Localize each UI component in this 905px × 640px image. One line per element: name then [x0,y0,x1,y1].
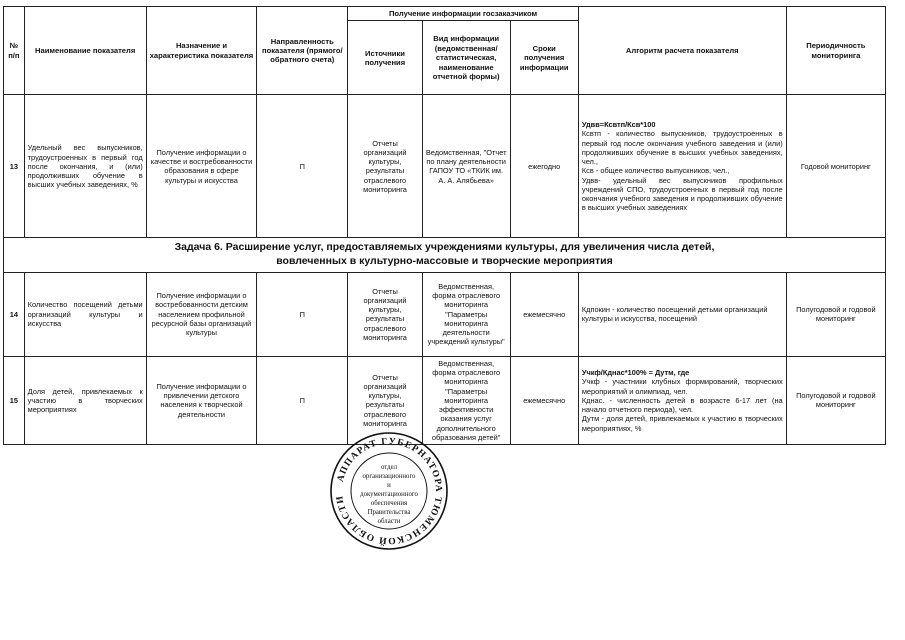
row-terms: ежемесячно [510,272,578,356]
task-row [4,238,886,272]
algorithm-formula: Удвв=Ксвтп/Ксв*100 [581,120,656,130]
row-terms: ежемесячно [510,356,578,444]
col-name: Наименование показателя [24,7,146,95]
stamp-center [360,464,418,525]
algorithm-text: Ксвтп - количество выпускников, трудоустроенных в первый год после окончания учебного заведения и (или) продолживших обучение в высших учебных заведениях, чел., Ксв - общее количество выпускников, чел., Удвв- удельный вес выпускников профильных учреждений СПО, трудоустроенных в первый год после окончания учебного заведения и продолживших обучение в высших учебных заведениях [581,129,783,213]
row-purpose: Получение информации о привлечении детского населения к творческой деятельности [146,356,257,444]
row-sources: Отчеты организаций культуры, результаты отраслевого мониторинга [348,356,422,444]
official-stamp [328,430,450,552]
task-line-1: Задача 6. Расширение услуг, предоставляемых учреждениями культуры, для увеличения числа детей, [174,241,715,254]
col-sources: Источники получения [348,21,422,95]
row-algorithm [578,95,786,238]
table-row [4,272,886,356]
stamp-line: и [387,482,391,489]
row-period: Полугодовой и годовой мониторинг [786,356,885,444]
row-sources: Отчеты организаций культуры, результаты отраслевого мониторинга [348,272,422,356]
algorithm-formula: Учкф/Кднас*100% = Дутм, где [581,368,690,378]
row-name: Доля детей, привлекаемых к участию в творческих мероприятиях [24,356,146,444]
col-direction: Направленность показателя (прямого/ обратного счета) [257,7,348,95]
col-group: Получение информации госзаказчиком [348,7,579,21]
task-heading [4,238,886,272]
row-num: 15 [4,356,25,444]
row-name: Количество посещений детьми организаций культуры и искусства [24,272,146,356]
task-line-2: вовлеченных в культурно-массовые и творческие мероприятия [276,255,613,268]
col-period: Периодичность мониторинга [786,7,885,95]
row-period: Годовой мониторинг [786,95,885,238]
stamp-line: Правительства [367,509,411,516]
row-terms: ежегодно [510,95,578,238]
row-info-type: Ведомственная, форма отраслевого мониторинга "Параметры мониторинга эффективности оказания услуг дополнительного образования детей" [422,356,510,444]
col-info-type: Вид информации (ведомственная/ статистическая, наименование отчетной формы) [422,21,510,95]
col-terms: Сроки получения информации [510,21,578,95]
stamp-line: отдел [380,464,398,471]
col-algorithm: Алгоритм расчета показателя [578,7,786,95]
row-direction: П [257,272,348,356]
stamp-line: области [377,518,401,525]
stamp-ring-text: АППАРАТ ГУБЕРНАТОРА ТЮМЕНСКОЙ ОБЛАСТИ [335,436,444,546]
row-info-type: Ведомственная, форма отраслевого мониторинга "Параметры мониторинга деятельности учреждений культуры" [422,272,510,356]
stamp-line: организационного [362,473,416,480]
monitoring-table [3,6,886,445]
stamp-line: документационного [360,491,418,498]
row-purpose: Получение информации о качестве и востребованности образования в сфере культуры и искусства [146,95,257,238]
table-row [4,95,886,238]
row-period: Полугодовой и годовой мониторинг [786,272,885,356]
row-purpose: Получение информации о востребованности детским населением профильной ресурсной базы организаций культуры [146,272,257,356]
row-num: 13 [4,95,25,238]
row-direction: П [257,95,348,238]
col-num: № п/п [4,7,25,95]
algorithm-text: Учкф - участники клубных формирований, творческих мероприятий и олимпиад, чел. Кднас. - численность детей в возрасте 6-17 лет (на начало отчетного периода), чел. Дутм - доля детей, привлекаемых к участию в творческих мероприятиях, % [581,377,783,433]
row-info-type: Ведомственная, "Отчет по плану деятельности ГАПОУ ТО «ТКИК им. А. А. Алябьева» [422,95,510,238]
row-sources: Отчеты организаций культуры, результаты отраслевого мониторинга [348,95,422,238]
row-algorithm: Кдпокин - количество посещений детьми организаций культуры и искусства, посещений [578,272,786,356]
col-purpose: Назначение и характеристика показателя [146,7,257,95]
stamp-line: обеспечения [370,500,408,507]
row-algorithm [578,356,786,444]
row-num: 14 [4,272,25,356]
row-direction: П [257,356,348,444]
row-name: Удельный вес выпускников, трудоустроенных в первый год после окончания, и (или) продолживших обучение в высших учебных заведениях, % [24,95,146,238]
